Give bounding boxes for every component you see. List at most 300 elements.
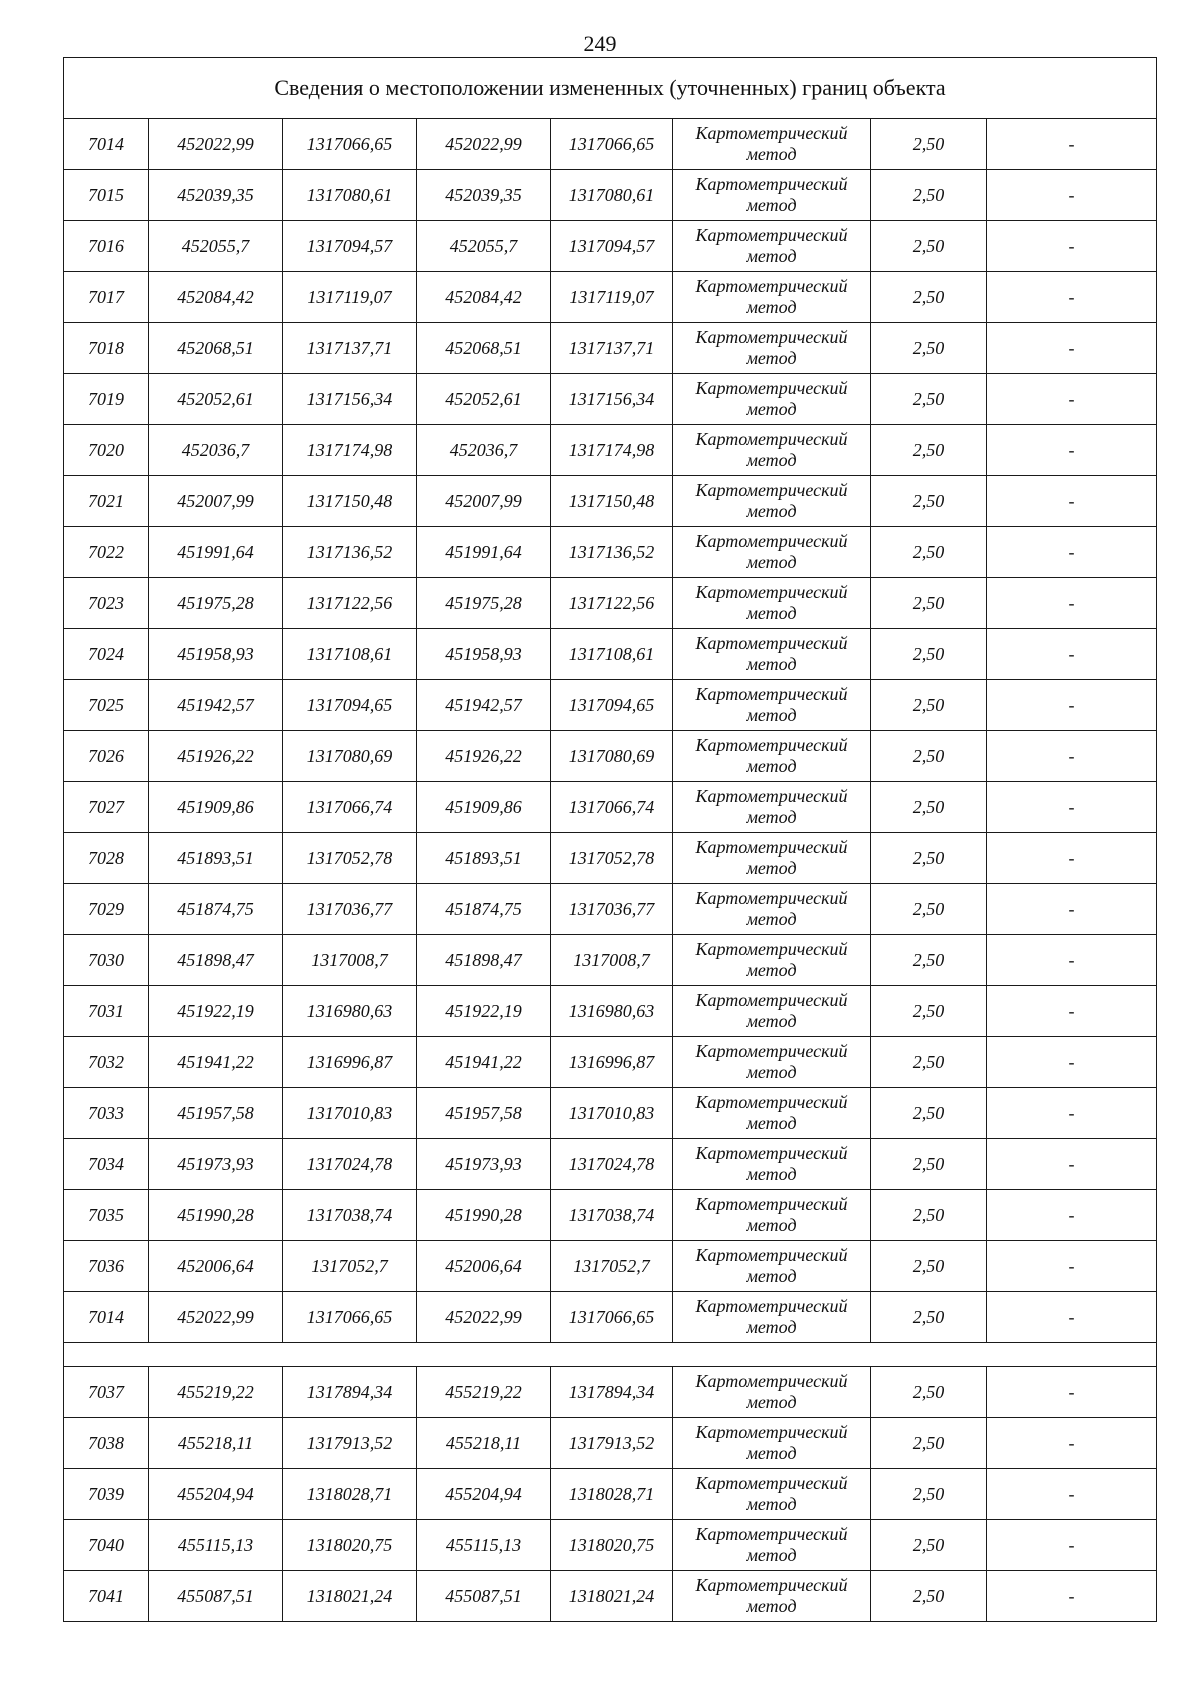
- refined-y-cell: 1317052,7: [551, 1241, 673, 1292]
- note-cell: -: [987, 1190, 1157, 1241]
- method-cell: [673, 578, 871, 629]
- accuracy-cell: 2,50: [871, 170, 987, 221]
- method-line-2: метод: [746, 705, 797, 725]
- existing-y-cell: 1317066,74: [283, 782, 417, 833]
- method-line-1: Картометрический: [695, 1296, 848, 1316]
- method-cell: [673, 629, 871, 680]
- refined-y-cell: 1317174,98: [551, 425, 673, 476]
- existing-x-cell: 452022,99: [149, 119, 283, 170]
- refined-x-cell: 451958,93: [417, 629, 551, 680]
- refined-y-cell: 1317122,56: [551, 578, 673, 629]
- refined-x-cell: 452007,99: [417, 476, 551, 527]
- method-cell: [673, 1469, 871, 1520]
- table-row: [64, 1139, 1157, 1190]
- table-row: [64, 1418, 1157, 1469]
- refined-y-cell: 1317108,61: [551, 629, 673, 680]
- table-title-row: [64, 58, 1157, 119]
- method-line-2: метод: [746, 909, 797, 929]
- method-line-1: Картометрический: [695, 123, 848, 143]
- note-cell: -: [987, 323, 1157, 374]
- refined-y-cell: 1317119,07: [551, 272, 673, 323]
- existing-x-cell: 452084,42: [149, 272, 283, 323]
- existing-y-cell: 1317080,69: [283, 731, 417, 782]
- refined-y-cell: 1317137,71: [551, 323, 673, 374]
- existing-y-cell: 1317052,78: [283, 833, 417, 884]
- table-row: [64, 1292, 1157, 1343]
- existing-y-cell: 1317066,65: [283, 119, 417, 170]
- accuracy-cell: 2,50: [871, 272, 987, 323]
- point-number-cell: 7026: [64, 731, 149, 782]
- table-row: [64, 782, 1157, 833]
- point-number-cell: 7014: [64, 1292, 149, 1343]
- refined-y-cell: 1318028,71: [551, 1469, 673, 1520]
- method-line-2: метод: [746, 1215, 797, 1235]
- point-number-cell: 7031: [64, 986, 149, 1037]
- method-line-1: Картометрический: [695, 1143, 848, 1163]
- method-line-1: Картометрический: [695, 378, 848, 398]
- accuracy-cell: 2,50: [871, 374, 987, 425]
- point-number-cell: 7023: [64, 578, 149, 629]
- note-cell: -: [987, 731, 1157, 782]
- method-cell: [673, 170, 871, 221]
- table-row: [64, 1469, 1157, 1520]
- accuracy-cell: 2,50: [871, 1139, 987, 1190]
- method-line-1: Картометрический: [695, 429, 848, 449]
- existing-y-cell: 1318021,24: [283, 1571, 417, 1622]
- point-number-cell: 7033: [64, 1088, 149, 1139]
- point-number-cell: 7024: [64, 629, 149, 680]
- refined-x-cell: 451874,75: [417, 884, 551, 935]
- refined-y-cell: 1317066,65: [551, 1292, 673, 1343]
- existing-x-cell: 451958,93: [149, 629, 283, 680]
- method-line-2: метод: [746, 858, 797, 878]
- existing-y-cell: 1317136,52: [283, 527, 417, 578]
- refined-x-cell: 451957,58: [417, 1088, 551, 1139]
- existing-y-cell: 1317008,7: [283, 935, 417, 986]
- existing-x-cell: 451957,58: [149, 1088, 283, 1139]
- existing-x-cell: 451990,28: [149, 1190, 283, 1241]
- method-line-2: метод: [746, 1062, 797, 1082]
- existing-y-cell: 1317036,77: [283, 884, 417, 935]
- existing-x-cell: 455115,13: [149, 1520, 283, 1571]
- accuracy-cell: 2,50: [871, 986, 987, 1037]
- refined-x-cell: 452055,7: [417, 221, 551, 272]
- table-row: [64, 1520, 1157, 1571]
- method-line-2: метод: [746, 1011, 797, 1031]
- existing-x-cell: 451893,51: [149, 833, 283, 884]
- method-line-2: метод: [746, 1266, 797, 1286]
- existing-x-cell: 451973,93: [149, 1139, 283, 1190]
- method-cell: [673, 374, 871, 425]
- existing-y-cell: 1317122,56: [283, 578, 417, 629]
- accuracy-cell: 2,50: [871, 1571, 987, 1622]
- existing-y-cell: 1317080,61: [283, 170, 417, 221]
- method-line-1: Картометрический: [695, 531, 848, 551]
- refined-x-cell: 451975,28: [417, 578, 551, 629]
- point-number-cell: 7021: [64, 476, 149, 527]
- method-line-1: Картометрический: [695, 1371, 848, 1391]
- method-line-1: Картометрический: [695, 480, 848, 500]
- method-line-2: метод: [746, 1392, 797, 1412]
- accuracy-cell: 2,50: [871, 1190, 987, 1241]
- refined-x-cell: 455115,13: [417, 1520, 551, 1571]
- refined-y-cell: 1317036,77: [551, 884, 673, 935]
- method-line-2: метод: [746, 654, 797, 674]
- refined-y-cell: 1317156,34: [551, 374, 673, 425]
- accuracy-cell: 2,50: [871, 1469, 987, 1520]
- method-cell: [673, 1190, 871, 1241]
- refined-x-cell: 455204,94: [417, 1469, 551, 1520]
- method-line-2: метод: [746, 1494, 797, 1514]
- refined-y-cell: 1317913,52: [551, 1418, 673, 1469]
- point-number-cell: 7035: [64, 1190, 149, 1241]
- method-cell: [673, 782, 871, 833]
- refined-x-cell: 455219,22: [417, 1367, 551, 1418]
- existing-y-cell: 1317894,34: [283, 1367, 417, 1418]
- method-line-1: Картометрический: [695, 1524, 848, 1544]
- note-cell: -: [987, 527, 1157, 578]
- table-row: [64, 425, 1157, 476]
- refined-y-cell: 1317094,65: [551, 680, 673, 731]
- refined-x-cell: 452039,35: [417, 170, 551, 221]
- method-cell: [673, 833, 871, 884]
- method-cell: [673, 1088, 871, 1139]
- method-line-1: Картометрический: [695, 1245, 848, 1265]
- method-cell: [673, 476, 871, 527]
- existing-x-cell: 452039,35: [149, 170, 283, 221]
- existing-x-cell: 451991,64: [149, 527, 283, 578]
- point-number-cell: 7025: [64, 680, 149, 731]
- refined-y-cell: 1317066,74: [551, 782, 673, 833]
- method-line-1: Картометрический: [695, 327, 848, 347]
- existing-x-cell: 452052,61: [149, 374, 283, 425]
- table-row: [64, 986, 1157, 1037]
- note-cell: -: [987, 221, 1157, 272]
- existing-y-cell: 1317137,71: [283, 323, 417, 374]
- method-line-2: метод: [746, 1443, 797, 1463]
- refined-y-cell: 1318021,24: [551, 1571, 673, 1622]
- existing-y-cell: 1316996,87: [283, 1037, 417, 1088]
- note-cell: -: [987, 986, 1157, 1037]
- method-cell: [673, 1139, 871, 1190]
- table-row: [64, 374, 1157, 425]
- existing-y-cell: 1317010,83: [283, 1088, 417, 1139]
- page-number: 249: [583, 31, 617, 56]
- accuracy-cell: 2,50: [871, 1292, 987, 1343]
- table-row: [64, 1367, 1157, 1418]
- note-cell: -: [987, 884, 1157, 935]
- refined-x-cell: 452084,42: [417, 272, 551, 323]
- note-cell: -: [987, 1367, 1157, 1418]
- table-row: [64, 629, 1157, 680]
- table-row: [64, 119, 1157, 170]
- refined-x-cell: 452006,64: [417, 1241, 551, 1292]
- method-cell: [673, 119, 871, 170]
- refined-x-cell: 455087,51: [417, 1571, 551, 1622]
- method-cell: [673, 1571, 871, 1622]
- existing-x-cell: 452068,51: [149, 323, 283, 374]
- method-cell: [673, 425, 871, 476]
- accuracy-cell: 2,50: [871, 1367, 987, 1418]
- method-line-2: метод: [746, 603, 797, 623]
- contour-separator-row: [64, 1343, 1157, 1367]
- existing-y-cell: 1317066,65: [283, 1292, 417, 1343]
- method-cell: [673, 1037, 871, 1088]
- point-number-cell: 7040: [64, 1520, 149, 1571]
- accuracy-cell: 2,50: [871, 680, 987, 731]
- refined-y-cell: 1317038,74: [551, 1190, 673, 1241]
- point-number-cell: 7020: [64, 425, 149, 476]
- note-cell: -: [987, 476, 1157, 527]
- refined-y-cell: 1317066,65: [551, 119, 673, 170]
- table-row: [64, 1241, 1157, 1292]
- refined-y-cell: 1317024,78: [551, 1139, 673, 1190]
- method-cell: [673, 1367, 871, 1418]
- existing-x-cell: 452006,64: [149, 1241, 283, 1292]
- refined-x-cell: 451973,93: [417, 1139, 551, 1190]
- accuracy-cell: 2,50: [871, 119, 987, 170]
- method-line-1: Картометрический: [695, 786, 848, 806]
- table-row: [64, 170, 1157, 221]
- refined-y-cell: 1317008,7: [551, 935, 673, 986]
- refined-x-cell: 451898,47: [417, 935, 551, 986]
- accuracy-cell: 2,50: [871, 1418, 987, 1469]
- point-number-cell: 7027: [64, 782, 149, 833]
- refined-x-cell: 451922,19: [417, 986, 551, 1037]
- table-row: [64, 221, 1157, 272]
- method-line-2: метод: [746, 399, 797, 419]
- method-line-1: Картометрический: [695, 735, 848, 755]
- accuracy-cell: 2,50: [871, 1037, 987, 1088]
- method-line-2: метод: [746, 552, 797, 572]
- existing-x-cell: 455087,51: [149, 1571, 283, 1622]
- table-row: [64, 527, 1157, 578]
- refined-y-cell: 1317080,69: [551, 731, 673, 782]
- method-line-2: метод: [746, 1596, 797, 1616]
- method-line-1: Картометрический: [695, 939, 848, 959]
- table-row: [64, 272, 1157, 323]
- table-row: [64, 680, 1157, 731]
- refined-y-cell: 1317010,83: [551, 1088, 673, 1139]
- note-cell: -: [987, 1292, 1157, 1343]
- existing-x-cell: 451926,22: [149, 731, 283, 782]
- existing-x-cell: 451898,47: [149, 935, 283, 986]
- existing-x-cell: 455204,94: [149, 1469, 283, 1520]
- method-line-1: Картометрический: [695, 582, 848, 602]
- method-line-1: Картометрический: [695, 1473, 848, 1493]
- existing-x-cell: 452022,99: [149, 1292, 283, 1343]
- note-cell: -: [987, 1571, 1157, 1622]
- method-line-2: метод: [746, 1317, 797, 1337]
- method-line-1: Картометрический: [695, 1041, 848, 1061]
- method-cell: [673, 986, 871, 1037]
- method-line-2: метод: [746, 501, 797, 521]
- existing-y-cell: 1317150,48: [283, 476, 417, 527]
- method-line-2: метод: [746, 297, 797, 317]
- method-cell: [673, 731, 871, 782]
- refined-y-cell: 1317080,61: [551, 170, 673, 221]
- existing-x-cell: 452055,7: [149, 221, 283, 272]
- method-cell: [673, 1418, 871, 1469]
- accuracy-cell: 2,50: [871, 629, 987, 680]
- note-cell: -: [987, 578, 1157, 629]
- existing-x-cell: 451941,22: [149, 1037, 283, 1088]
- method-line-2: метод: [746, 195, 797, 215]
- method-line-1: Картометрический: [695, 837, 848, 857]
- refined-x-cell: 451991,64: [417, 527, 551, 578]
- method-cell: [673, 1241, 871, 1292]
- method-cell: [673, 884, 871, 935]
- refined-y-cell: 1317094,57: [551, 221, 673, 272]
- refined-x-cell: 451909,86: [417, 782, 551, 833]
- existing-y-cell: 1317913,52: [283, 1418, 417, 1469]
- method-line-1: Картометрический: [695, 888, 848, 908]
- refined-x-cell: 452052,61: [417, 374, 551, 425]
- method-cell: [673, 1520, 871, 1571]
- note-cell: -: [987, 425, 1157, 476]
- note-cell: -: [987, 935, 1157, 986]
- existing-y-cell: 1317094,65: [283, 680, 417, 731]
- accuracy-cell: 2,50: [871, 425, 987, 476]
- point-number-cell: 7038: [64, 1418, 149, 1469]
- existing-y-cell: 1317024,78: [283, 1139, 417, 1190]
- method-line-2: метод: [746, 144, 797, 164]
- method-line-1: Картометрический: [695, 990, 848, 1010]
- refined-x-cell: 452036,7: [417, 425, 551, 476]
- accuracy-cell: 2,50: [871, 833, 987, 884]
- boundary-coordinates-table: [63, 57, 1157, 1622]
- refined-x-cell: 451893,51: [417, 833, 551, 884]
- accuracy-cell: 2,50: [871, 731, 987, 782]
- method-line-2: метод: [746, 960, 797, 980]
- accuracy-cell: 2,50: [871, 782, 987, 833]
- accuracy-cell: 2,50: [871, 1241, 987, 1292]
- point-number-cell: 7016: [64, 221, 149, 272]
- table-row: [64, 578, 1157, 629]
- method-cell: [673, 527, 871, 578]
- existing-y-cell: 1317108,61: [283, 629, 417, 680]
- existing-x-cell: 455219,22: [149, 1367, 283, 1418]
- note-cell: -: [987, 680, 1157, 731]
- method-line-2: метод: [746, 348, 797, 368]
- accuracy-cell: 2,50: [871, 1520, 987, 1571]
- existing-y-cell: 1318028,71: [283, 1469, 417, 1520]
- point-number-cell: 7028: [64, 833, 149, 884]
- method-line-2: метод: [746, 756, 797, 776]
- existing-y-cell: 1317174,98: [283, 425, 417, 476]
- method-line-1: Картометрический: [695, 1575, 848, 1595]
- point-number-cell: 7036: [64, 1241, 149, 1292]
- table-title: Сведения о местоположении измененных (уточненных) границ объекта: [64, 58, 1157, 119]
- point-number-cell: 7022: [64, 527, 149, 578]
- method-line-2: метод: [746, 246, 797, 266]
- note-cell: -: [987, 1139, 1157, 1190]
- accuracy-cell: 2,50: [871, 323, 987, 374]
- method-line-2: метод: [746, 1113, 797, 1133]
- table-row: [64, 1571, 1157, 1622]
- note-cell: -: [987, 1418, 1157, 1469]
- existing-x-cell: 451874,75: [149, 884, 283, 935]
- existing-y-cell: 1317038,74: [283, 1190, 417, 1241]
- method-line-1: Картометрический: [695, 1194, 848, 1214]
- note-cell: -: [987, 1037, 1157, 1088]
- method-cell: [673, 935, 871, 986]
- refined-y-cell: 1317894,34: [551, 1367, 673, 1418]
- refined-y-cell: 1317150,48: [551, 476, 673, 527]
- method-line-2: метод: [746, 807, 797, 827]
- point-number-cell: 7039: [64, 1469, 149, 1520]
- note-cell: -: [987, 272, 1157, 323]
- note-cell: -: [987, 1469, 1157, 1520]
- existing-y-cell: 1317156,34: [283, 374, 417, 425]
- method-line-2: метод: [746, 1164, 797, 1184]
- refined-x-cell: 451926,22: [417, 731, 551, 782]
- point-number-cell: 7032: [64, 1037, 149, 1088]
- existing-x-cell: 451909,86: [149, 782, 283, 833]
- table-row: [64, 1088, 1157, 1139]
- refined-x-cell: 451942,57: [417, 680, 551, 731]
- refined-y-cell: 1317136,52: [551, 527, 673, 578]
- accuracy-cell: 2,50: [871, 884, 987, 935]
- table-row: [64, 1037, 1157, 1088]
- existing-x-cell: 451922,19: [149, 986, 283, 1037]
- note-cell: -: [987, 629, 1157, 680]
- existing-y-cell: 1316980,63: [283, 986, 417, 1037]
- existing-x-cell: 452007,99: [149, 476, 283, 527]
- method-line-1: Картометрический: [695, 174, 848, 194]
- table-row: [64, 476, 1157, 527]
- point-number-cell: 7017: [64, 272, 149, 323]
- refined-y-cell: 1317052,78: [551, 833, 673, 884]
- method-line-1: Картометрический: [695, 633, 848, 653]
- point-number-cell: 7037: [64, 1367, 149, 1418]
- method-line-1: Картометрический: [695, 225, 848, 245]
- accuracy-cell: 2,50: [871, 1088, 987, 1139]
- table-row: [64, 935, 1157, 986]
- refined-x-cell: 452022,99: [417, 1292, 551, 1343]
- method-line-2: метод: [746, 450, 797, 470]
- refined-y-cell: 1316996,87: [551, 1037, 673, 1088]
- existing-y-cell: 1317094,57: [283, 221, 417, 272]
- note-cell: -: [987, 782, 1157, 833]
- table-row: [64, 833, 1157, 884]
- accuracy-cell: 2,50: [871, 221, 987, 272]
- point-number-cell: 7015: [64, 170, 149, 221]
- refined-x-cell: 452068,51: [417, 323, 551, 374]
- note-cell: -: [987, 1520, 1157, 1571]
- method-cell: [673, 221, 871, 272]
- existing-y-cell: 1317119,07: [283, 272, 417, 323]
- table-row: [64, 1190, 1157, 1241]
- note-cell: -: [987, 833, 1157, 884]
- existing-x-cell: 451942,57: [149, 680, 283, 731]
- contour-separator-cell: [64, 1343, 1157, 1367]
- note-cell: -: [987, 1088, 1157, 1139]
- method-cell: [673, 1292, 871, 1343]
- accuracy-cell: 2,50: [871, 935, 987, 986]
- note-cell: -: [987, 1241, 1157, 1292]
- method-line-1: Картометрический: [695, 1092, 848, 1112]
- method-line-1: Картометрический: [695, 1422, 848, 1442]
- note-cell: -: [987, 374, 1157, 425]
- existing-y-cell: 1318020,75: [283, 1520, 417, 1571]
- point-number-cell: 7029: [64, 884, 149, 935]
- method-line-2: метод: [746, 1545, 797, 1565]
- method-cell: [673, 323, 871, 374]
- method-cell: [673, 272, 871, 323]
- existing-y-cell: 1317052,7: [283, 1241, 417, 1292]
- existing-x-cell: 452036,7: [149, 425, 283, 476]
